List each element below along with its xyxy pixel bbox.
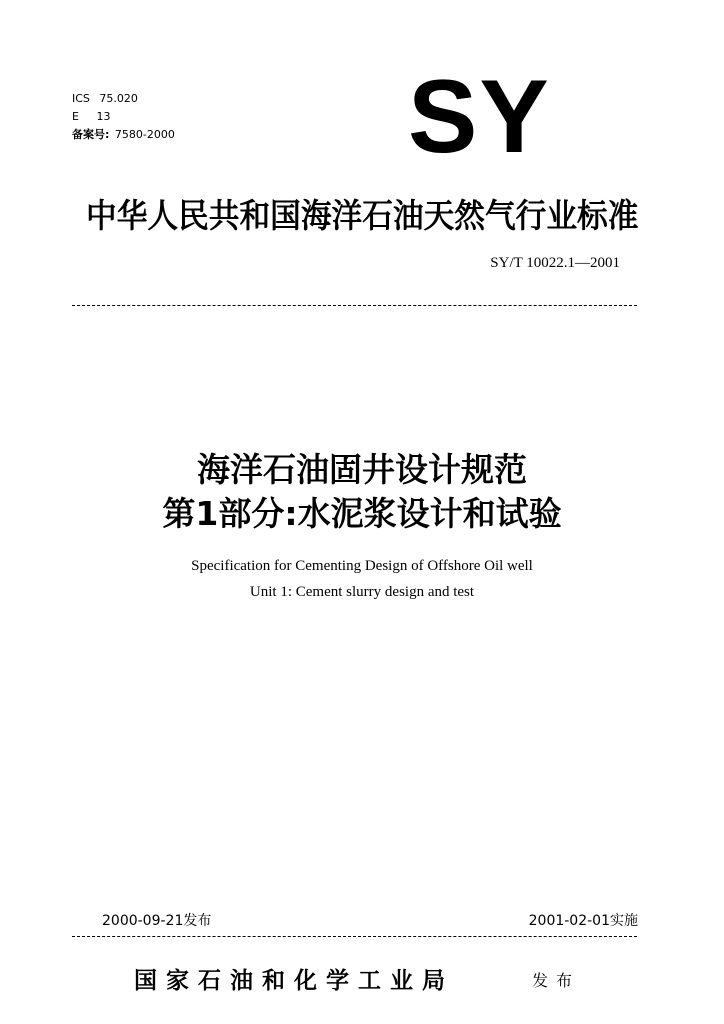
bottom-divider	[72, 936, 637, 937]
implement-date: 2001-02-01实施	[528, 913, 638, 929]
title-en-line1: Specification for Cementing Design of Offshore Oil well	[191, 558, 533, 574]
title-en-line2: Unit 1: Cement slurry design and test	[249, 584, 475, 600]
title-cn-line1: 海洋石油固井设计规范	[197, 450, 527, 489]
ics-label: ICS	[72, 92, 90, 105]
issue-date: 2000-09-21发布	[102, 913, 212, 929]
standard-number: SY/T 10022.1—2001	[490, 255, 620, 271]
title-cn-line2: 第1部分:水泥浆设计和试验	[162, 494, 562, 533]
record-value: 7580-2000	[114, 128, 175, 141]
e-line	[72, 110, 110, 123]
record-line	[72, 128, 175, 141]
record-label: 备案号:	[72, 128, 110, 141]
publisher: 国家石油和化学工业局	[134, 967, 454, 994]
publish-label: 发布	[532, 971, 581, 990]
top-divider	[72, 305, 637, 306]
sy-logo: SY	[408, 59, 551, 175]
ics-line	[72, 92, 138, 105]
ics-value: 75.020	[99, 92, 138, 105]
e-value: 13	[96, 110, 111, 123]
org-title: 中华人民共和国海洋石油天然气行业标准	[85, 196, 639, 235]
e-label: E	[72, 110, 79, 123]
